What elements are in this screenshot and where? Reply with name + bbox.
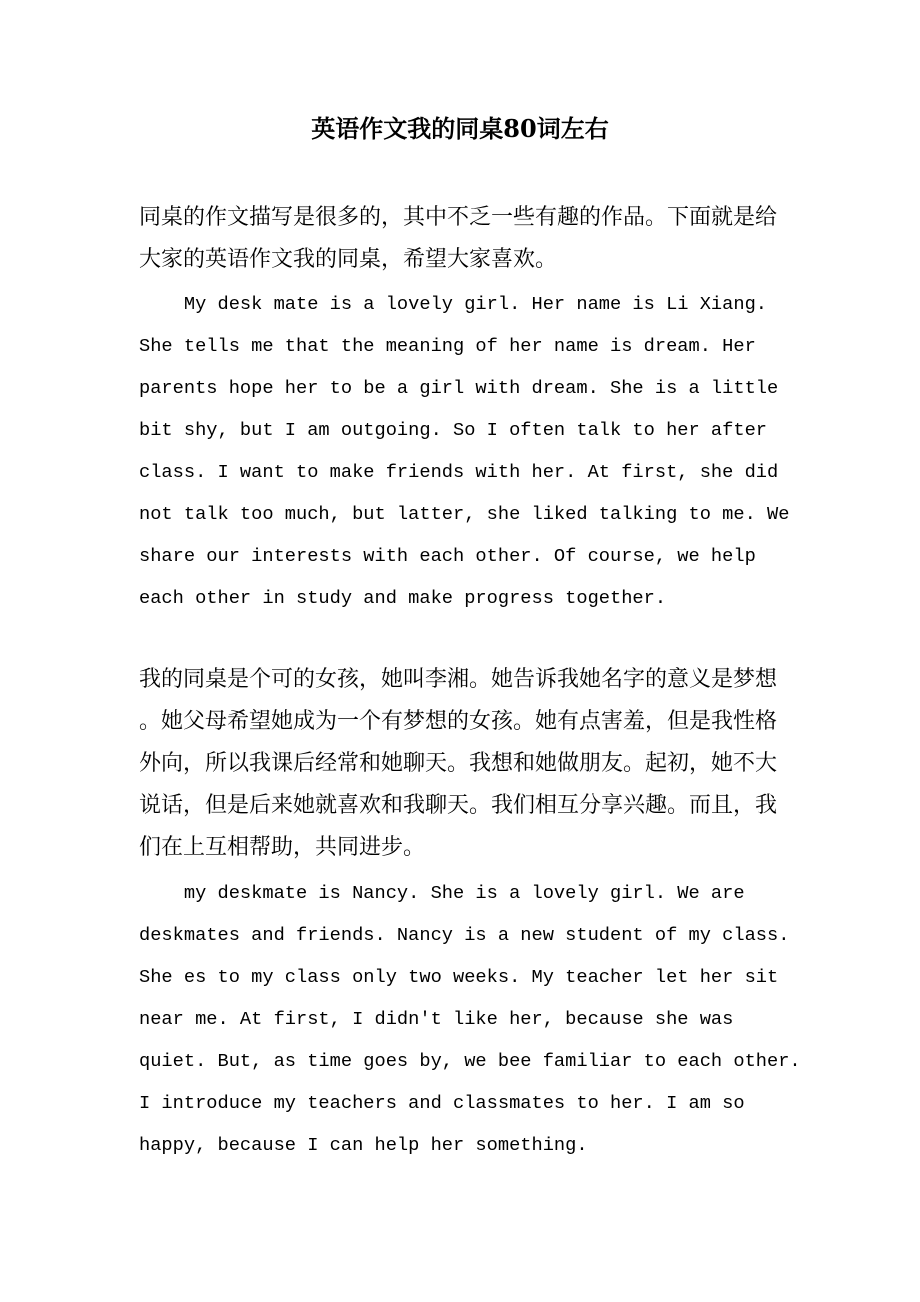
essay2-english-paragraph bbox=[139, 872, 801, 1166]
essay2-english-line: She es to my class only two weeks. My teacher let her sit bbox=[139, 966, 779, 988]
essay2-english-line: my deskmate is Nancy. She is a lovely girl. We are bbox=[139, 882, 745, 904]
essay2-english-line: happy, because I can help her something. bbox=[139, 1134, 588, 1156]
essay1-chinese-line: 们在上互相帮助，共同进步。 bbox=[139, 835, 426, 860]
essay1-english-line: She tells me that the meaning of her name is dream. Her bbox=[139, 335, 756, 357]
essay1-english-line: bit shy, but I am outgoing. So I often talk to her after bbox=[139, 419, 768, 441]
essay1-chinese-line: 我的同桌是个可的女孩，她叫李湘。她告诉我她名字的意义是梦想 bbox=[139, 667, 778, 692]
intro-paragraph bbox=[139, 197, 779, 281]
essay1-english-line: class. I want to make friends with her. At first, she did bbox=[139, 461, 779, 483]
intro-line: 同桌的作文描写是很多的，其中不乏一些有趣的作品。下面就是给 bbox=[139, 205, 778, 230]
intro-line: 大家的英语作文我的同桌，希望大家喜欢。 bbox=[139, 247, 558, 272]
essay2-english-line: near me. At first, I didn't like her, because she was bbox=[139, 1008, 734, 1030]
essay2-english-line: deskmates and friends. Nancy is a new student of my class. bbox=[139, 924, 790, 946]
essay1-chinese-line: 说话，但是后来她就喜欢和我聊天。我们相互分享兴趣。而且，我 bbox=[139, 793, 778, 818]
essay1-chinese-line: 外向，所以我课后经常和她聊天。我想和她做朋友。起初，她不大 bbox=[139, 751, 778, 776]
essay1-english-line: parents hope her to be a girl with dream. She is a little bbox=[139, 377, 779, 399]
essay1-chinese-paragraph bbox=[139, 659, 779, 869]
essay1-english-line: My desk mate is a lovely girl. Her name is Li Xiang. bbox=[139, 293, 768, 315]
essay1-english-line: each other in study and make progress together. bbox=[139, 587, 667, 609]
essay1-english-line: not talk too much, but latter, she liked talking to me. We bbox=[139, 503, 790, 525]
document-title: 英语作文我的同桌80词左右 bbox=[311, 114, 609, 143]
essay1-english-line: share our interests with each other. Of course, we help bbox=[139, 545, 756, 567]
essay1-chinese-line: 。她父母希望她成为一个有梦想的女孩。她有点害羞，但是我性格 bbox=[139, 709, 778, 734]
essay2-english-line: I introduce my teachers and classmates to her. I am so bbox=[139, 1092, 745, 1114]
essay2-english-line: quiet. But, as time goes by, we bee familiar to each other. bbox=[139, 1050, 801, 1072]
essay1-english-paragraph bbox=[139, 283, 789, 619]
